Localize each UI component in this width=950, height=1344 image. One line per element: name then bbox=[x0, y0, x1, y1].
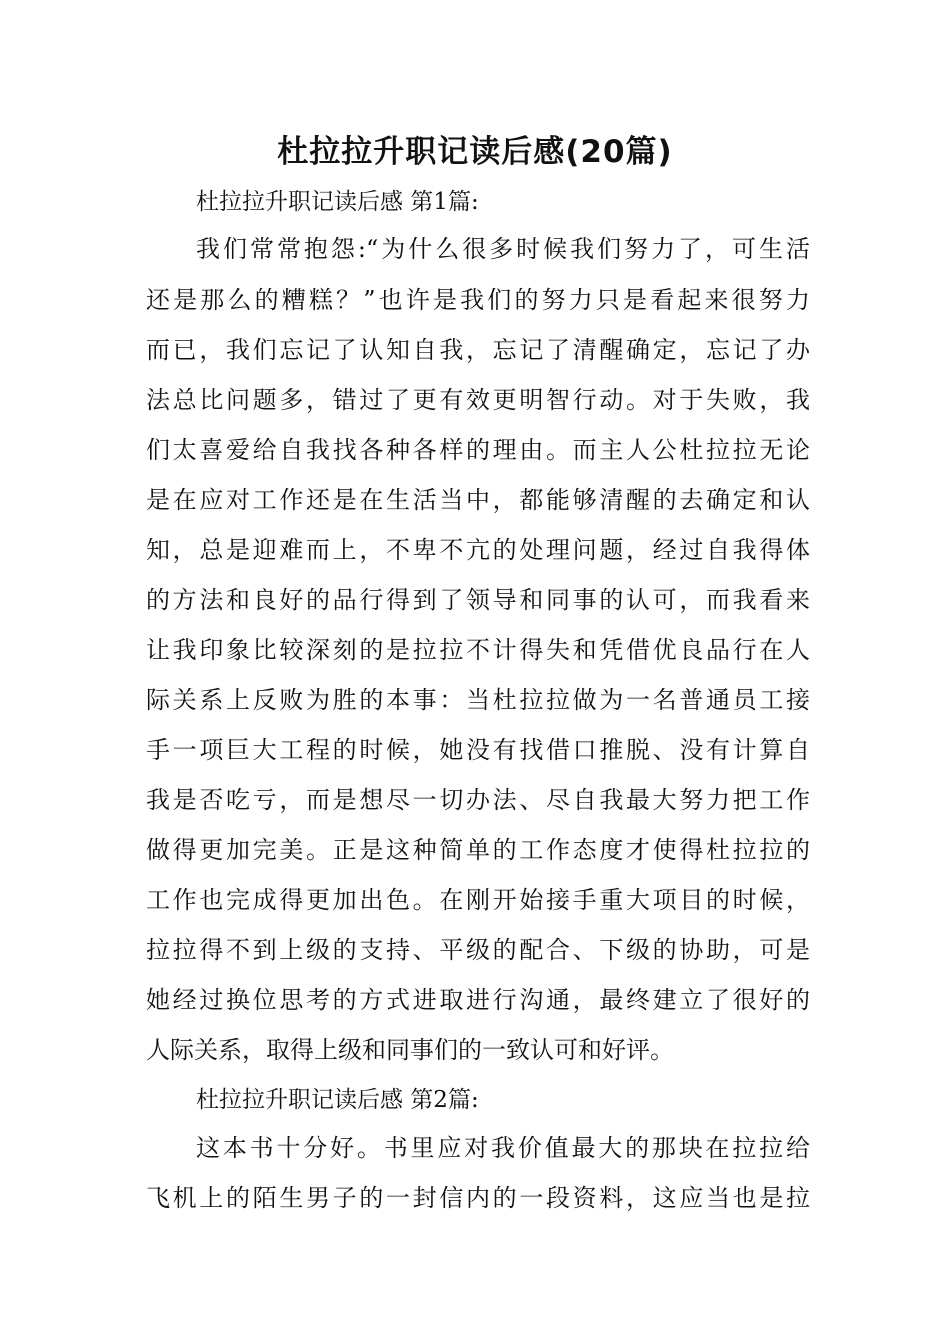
paragraph-line: 们太喜爱给自我找各种各样的理由。而主人公杜拉拉无论 bbox=[146, 436, 810, 464]
paragraph-line: 拉拉得不到上级的支持、平级的配合、下级的协助，可是 bbox=[146, 936, 810, 964]
paragraph-line: 人际关系，取得上级和同事们的一致认可和好评。 bbox=[146, 1036, 674, 1064]
paragraph-line: 工作也完成得更加出色。在刚开始接手重大项目的时候， bbox=[146, 886, 810, 914]
paragraph-line: 飞机上的陌生男子的一封信内的一段资料，这应当也是拉 bbox=[146, 1184, 810, 1212]
paragraph-line: 法总比问题多，错过了更有效更明智行动。对于失败，我 bbox=[146, 386, 810, 414]
paragraph-line: 手一项巨大工程的时候，她没有找借口推脱、没有计算自 bbox=[146, 736, 810, 764]
paragraph-line: 她经过换位思考的方式进取进行沟通，最终建立了很好的 bbox=[146, 986, 810, 1014]
paragraph-line: 让我印象比较深刻的是拉拉不计得失和凭借优良品行在人 bbox=[146, 636, 810, 664]
section-heading: 杜拉拉升职记读后感 第2篇: bbox=[196, 1087, 479, 1113]
paragraph-line: 这本书十分好。书里应对我价值最大的那块在拉拉给 bbox=[196, 1134, 810, 1162]
paragraph-line: 知，总是迎难而上，不卑不亢的处理问题，经过自我得体 bbox=[146, 536, 810, 564]
paragraph-line: 做得更加完美。正是这种简单的工作态度才使得杜拉拉的 bbox=[146, 836, 810, 864]
paragraph-line: 还是那么的糟糕？”也许是我们的努力只是看起来很努力 bbox=[146, 286, 810, 314]
paragraph-line: 际关系上反败为胜的本事：当杜拉拉做为一名普通员工接 bbox=[146, 686, 810, 714]
paragraph-line: 我是否吃亏，而是想尽一切办法、尽自我最大努力把工作 bbox=[146, 786, 810, 814]
paragraph-line: 我们常常抱怨:“为什么很多时候我们努力了，可生活 bbox=[196, 235, 810, 263]
paragraph-line: 是在应对工作还是在生活当中，都能够清醒的去确定和认 bbox=[146, 486, 810, 514]
section-heading: 杜拉拉升职记读后感 第1篇: bbox=[196, 189, 479, 215]
paragraph-line: 的方法和良好的品行得到了领导和同事的认可，而我看来 bbox=[146, 586, 810, 614]
document-title: 杜拉拉升职记读后感(20篇) bbox=[277, 134, 673, 170]
paragraph-line: 而已，我们忘记了认知自我，忘记了清醒确定，忘记了办 bbox=[146, 336, 810, 364]
